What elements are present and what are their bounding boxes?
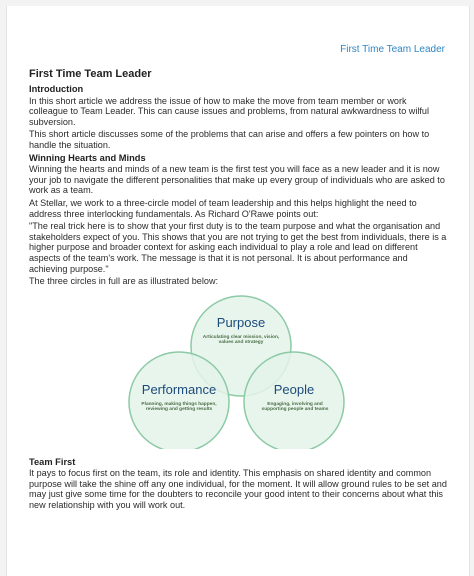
- winning-paragraph-1: Winning the hearts and minds of a new team is the first test you will face as a new leader and it is now your job to navigate the different personalities that make up every group of individuals who are asked to work as a team.: [29, 164, 445, 196]
- people-subtitle: Engaging, involving and supporting people and teams: [261, 401, 329, 413]
- winning-paragraph-2: At Stellar, we work to a three-circle model of team leadership and this helps highlight the need to address three interlocking fundamentals. As Richard O'Rawe points out:: [29, 197, 417, 219]
- team-first-paragraph: It pays to focus first on the team, its role and identity. This emphasis on shared identity and common purpose will take the shine off any one individual, for the moment. It will allow ground rules to be set and may just give some time for the doubters to reconcile your good intent to their concerns about what this new relationship with you will work out.: [29, 468, 447, 511]
- purpose-subtitle: Articulating clear mission, vision, values and strategy: [202, 334, 280, 346]
- team-first-heading: Team First: [29, 456, 76, 467]
- circles-intro-text: The three circles in full are as illustrated below:: [29, 276, 219, 287]
- winning-hearts-heading: Winning Hearts and Minds: [29, 152, 146, 163]
- three-circle-diagram: [29, 293, 447, 449]
- people-title: People: [273, 381, 315, 397]
- document-title: First Time Team Leader: [29, 68, 152, 80]
- performance-subtitle: Planning, making things happen, reviewing and getting results: [141, 401, 217, 413]
- introduction-paragraph-1: In this short article we address the issue of how to make the move from team member or work colleague to Team Leader. This can cause issues and problems, from natural awkwardness to wilful subversion.: [29, 95, 429, 127]
- performance-title: Performance: [141, 381, 217, 397]
- document-content: [29, 68, 447, 513]
- introduction-paragraph-2: This short article discusses some of the problems that can arise and offers a few pointers on how to handle the situation.: [29, 129, 430, 150]
- introduction-heading: Introduction: [29, 84, 84, 94]
- people-circle: [244, 352, 344, 449]
- richard-quote: "The real trick here is to show that your first duty is to the team purpose and what the organisation and stakeholders expect of you. This shows that you are not trying to get the best from individuals, there is a higher purpose and broader context for asking each individual to play a role and lead on different aspects of the team's work. The message is that it is not personal. It is about performance and achieving purpose.": [29, 221, 447, 274]
- performance-circle: [129, 352, 229, 449]
- document-page: [6, 6, 470, 576]
- purpose-title: Purpose: [216, 314, 266, 330]
- page-header-title: First Time Team Leader: [340, 44, 445, 55]
